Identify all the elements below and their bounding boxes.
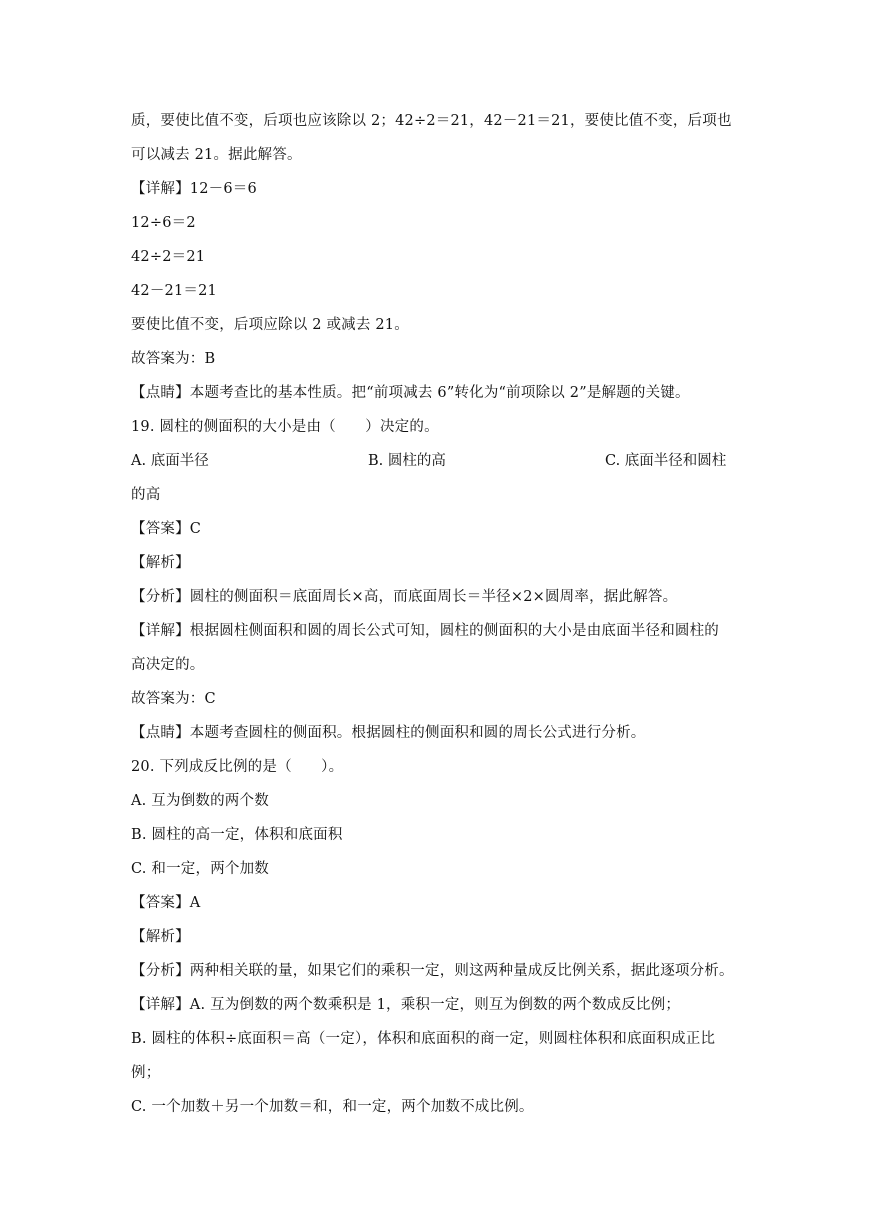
- text-line: C. 一个加数＋另一个加数＝和，和一定，两个加数不成比例。: [131, 1099, 534, 1115]
- text-line: 【解析】: [131, 929, 190, 945]
- text-line: 12÷6＝2: [131, 215, 196, 231]
- option-c: C. 底面半径和圆柱: [605, 453, 727, 469]
- text-line: 【解析】: [131, 555, 190, 571]
- text-line: 【分析】两种相关联的量，如果它们的乘积一定，则这两种量成反比例关系，据此逐项分析。: [131, 963, 734, 979]
- question-19: 19. 圆柱的侧面积的大小是由（ ）决定的。: [131, 419, 439, 435]
- text-line: 【答案】C: [131, 521, 202, 537]
- text-line: 要使比值不变，后项应除以 2 或减去 21。: [131, 317, 409, 333]
- option-c: C. 和一定，两个加数: [131, 861, 269, 877]
- option-b: B. 圆柱的高: [368, 453, 446, 469]
- text-line: 【答案】A: [131, 895, 201, 911]
- text-line: 例；: [131, 1065, 161, 1081]
- text-line: 高决定的。: [131, 657, 205, 673]
- option-a: A. 底面半径: [131, 453, 209, 469]
- text-line: B. 圆柱的体积÷底面积＝高（一定），体积和底面积的商一定，则圆柱体积和底面积成正比: [131, 1031, 716, 1047]
- text-line: 42－21＝21: [131, 283, 217, 299]
- question-20: 20. 下列成反比例的是（ ）。: [131, 759, 344, 775]
- text-line: 【点睛】本题考查圆柱的侧面积。根据圆柱的侧面积和圆的周长公式进行分析。: [131, 725, 646, 741]
- text-line: 故答案为：B: [131, 351, 216, 367]
- option-a: A. 互为倒数的两个数: [131, 793, 269, 809]
- text-line: 可以减去 21。据此解答。: [131, 147, 302, 163]
- text-line: 【分析】圆柱的侧面积＝底面周长×高，而底面周长＝半径×2×圆周率，据此解答。: [131, 589, 678, 605]
- text-line: 42÷2＝21: [131, 249, 206, 265]
- text-line: 故答案为：C: [131, 691, 216, 707]
- text-line: 【详解】12－6＝6: [131, 181, 257, 197]
- text-line: 质，要使比值不变，后项也应该除以 2；42÷2＝21，42－21＝21，要使比值不变，后项也: [131, 113, 732, 129]
- text-line: 【详解】A. 互为倒数的两个数乘积是 1，乘积一定，则互为倒数的两个数成反比例；: [131, 997, 681, 1013]
- option-b: B. 圆柱的高一定，体积和底面积: [131, 827, 343, 843]
- text-line: 【点睛】本题考查比的基本性质。把“前项减去 6”转化为“前项除以 2”是解题的关键。: [131, 385, 690, 401]
- option-c-wrap: 的高: [131, 487, 161, 503]
- text-line: 【详解】根据圆柱侧面积和圆的周长公式可知，圆柱的侧面积的大小是由底面半径和圆柱的: [131, 623, 719, 639]
